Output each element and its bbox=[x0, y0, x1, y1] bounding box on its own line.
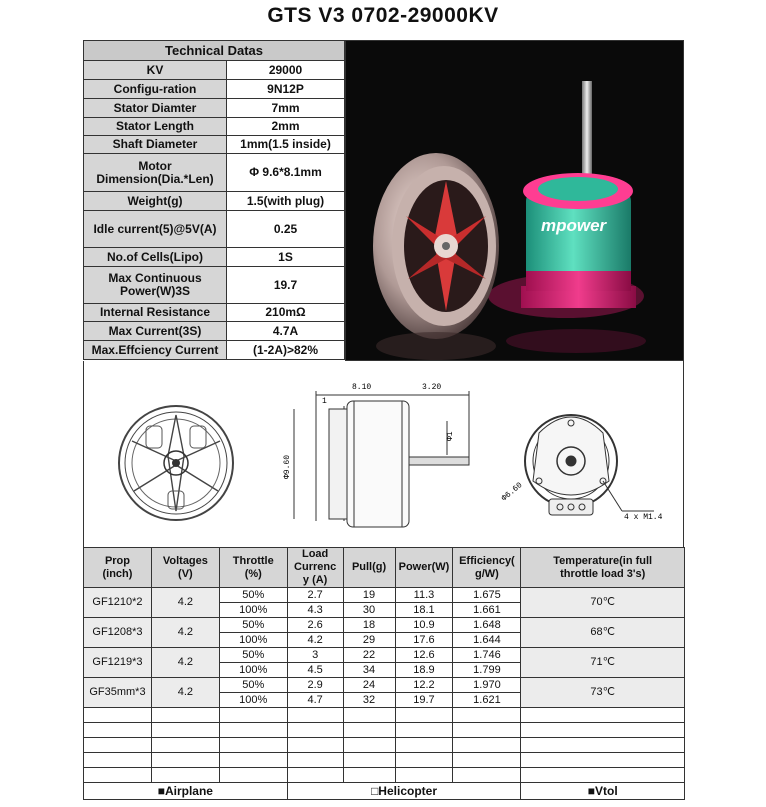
blank-cell bbox=[151, 738, 219, 753]
blank-cell bbox=[343, 753, 395, 768]
col-header-power: Power(W) bbox=[395, 548, 453, 588]
blank-cell bbox=[395, 768, 453, 783]
efficiency-cell: 1.799 bbox=[453, 663, 521, 678]
motor-photo-illustration bbox=[346, 41, 684, 361]
blank-cell bbox=[395, 753, 453, 768]
blank-cell bbox=[219, 708, 287, 723]
prop-cell: GF1208*3 bbox=[84, 618, 152, 648]
current-cell: 4.2 bbox=[287, 633, 343, 648]
blank-cell bbox=[395, 723, 453, 738]
power-cell: 17.6 bbox=[395, 633, 453, 648]
spec-value: 0.25 bbox=[227, 211, 345, 248]
current-cell: 4.7 bbox=[287, 693, 343, 708]
side-view bbox=[294, 391, 469, 527]
blank-cell bbox=[521, 768, 685, 783]
dimension-drawing bbox=[83, 361, 684, 548]
spec-label: Stator Diamter bbox=[84, 99, 227, 118]
spec-table bbox=[83, 40, 345, 360]
power-cell: 19.7 bbox=[395, 693, 453, 708]
spec-label: Max.Effciency Current bbox=[84, 341, 227, 360]
blank-cell bbox=[219, 723, 287, 738]
col-header-temperature: Temperature(in full throttle load 3's) bbox=[521, 548, 685, 588]
voltage-cell: 4.2 bbox=[151, 678, 219, 708]
blank-cell bbox=[395, 738, 453, 753]
spec-value: 2mm bbox=[227, 118, 345, 136]
blank-cell bbox=[287, 738, 343, 753]
blank-cell bbox=[219, 738, 287, 753]
front-view bbox=[119, 406, 233, 520]
spec-label: Shaft Diameter bbox=[84, 136, 227, 154]
performance-table bbox=[83, 547, 685, 800]
spec-label: Idle current(5)@5V(A) bbox=[84, 211, 227, 248]
col-header-prop: Prop (inch) bbox=[84, 548, 152, 588]
voltage-cell: 4.2 bbox=[151, 648, 219, 678]
col-header-voltage: Voltages (V) bbox=[151, 548, 219, 588]
spec-label: No.of Cells(Lipo) bbox=[84, 248, 227, 267]
blank-cell bbox=[521, 738, 685, 753]
efficiency-cell: 1.746 bbox=[453, 648, 521, 663]
blank-cell bbox=[453, 723, 521, 738]
prop-cell: GF1210*2 bbox=[84, 588, 152, 618]
col-header-pull: Pull(g) bbox=[343, 548, 395, 588]
blank-cell bbox=[151, 753, 219, 768]
pull-cell: 22 bbox=[343, 648, 395, 663]
blank-cell bbox=[521, 723, 685, 738]
spec-label: KV bbox=[84, 61, 227, 80]
page-title: GTS V3 0702-29000KV bbox=[267, 4, 499, 27]
blank-cell bbox=[453, 753, 521, 768]
motor-photo bbox=[345, 40, 684, 361]
dim-diameter: Φ9.60 bbox=[283, 454, 292, 479]
spec-label: Max Current(3S) bbox=[84, 322, 227, 341]
blank-cell bbox=[219, 768, 287, 783]
spec-value: 4.7A bbox=[227, 322, 345, 341]
spec-label: Configu-ration bbox=[84, 80, 227, 99]
throttle-cell: 50% bbox=[219, 648, 287, 663]
spec-value: Φ 9.6*8.1mm bbox=[227, 154, 345, 192]
blank-cell bbox=[521, 753, 685, 768]
voltage-cell: 4.2 bbox=[151, 588, 219, 618]
pull-cell: 24 bbox=[343, 678, 395, 693]
blank-cell bbox=[453, 738, 521, 753]
throttle-cell: 100% bbox=[219, 603, 287, 618]
footer-helicopter: □Helicopter bbox=[287, 783, 521, 800]
technical-drawing bbox=[84, 361, 685, 548]
pull-cell: 19 bbox=[343, 588, 395, 603]
prop-cell: GF35mm*3 bbox=[84, 678, 152, 708]
throttle-cell: 50% bbox=[219, 588, 287, 603]
col-header-efficiency: Efficiency( g/W) bbox=[453, 548, 521, 588]
spec-table-header: Technical Datas bbox=[84, 41, 345, 61]
throttle-cell: 100% bbox=[219, 693, 287, 708]
rear-view bbox=[525, 415, 654, 515]
spec-value: (1-2A)>82% bbox=[227, 341, 345, 360]
pull-cell: 18 bbox=[343, 618, 395, 633]
footer-airplane: ■Airplane bbox=[84, 783, 288, 800]
throttle-cell: 50% bbox=[219, 678, 287, 693]
spec-label: Internal Resistance bbox=[84, 304, 227, 322]
efficiency-cell: 1.661 bbox=[453, 603, 521, 618]
blank-cell bbox=[219, 753, 287, 768]
blank-cell bbox=[151, 768, 219, 783]
dim-mount-diameter: Φ6.60 bbox=[500, 480, 525, 504]
blank-cell bbox=[395, 708, 453, 723]
spec-label: Stator Length bbox=[84, 118, 227, 136]
pull-cell: 29 bbox=[343, 633, 395, 648]
efficiency-cell: 1.648 bbox=[453, 618, 521, 633]
blank-cell bbox=[343, 723, 395, 738]
dim-screw: 4 x M1.4 bbox=[624, 513, 663, 522]
current-cell: 2.9 bbox=[287, 678, 343, 693]
spec-value: 19.7 bbox=[227, 267, 345, 304]
blank-cell bbox=[151, 723, 219, 738]
col-header-throttle: Throttle (%) bbox=[219, 548, 287, 588]
current-cell: 2.7 bbox=[287, 588, 343, 603]
temperature-cell: 68℃ bbox=[521, 618, 685, 648]
spec-value: 29000 bbox=[227, 61, 345, 80]
efficiency-cell: 1.621 bbox=[453, 693, 521, 708]
prop-cell: GF1219*3 bbox=[84, 648, 152, 678]
blank-cell bbox=[343, 708, 395, 723]
blank-cell bbox=[84, 723, 152, 738]
pull-cell: 32 bbox=[343, 693, 395, 708]
blank-cell bbox=[453, 708, 521, 723]
blank-cell bbox=[287, 753, 343, 768]
spec-label: Motor Dimension(Dia.*Len) bbox=[84, 154, 227, 192]
blank-cell bbox=[287, 723, 343, 738]
spec-label: Weight(g) bbox=[84, 192, 227, 211]
spec-value: 1.5(with plug) bbox=[227, 192, 345, 211]
efficiency-cell: 1.644 bbox=[453, 633, 521, 648]
brand-label: mpower bbox=[541, 216, 607, 235]
current-cell: 3 bbox=[287, 648, 343, 663]
throttle-cell: 50% bbox=[219, 618, 287, 633]
current-cell: 2.6 bbox=[287, 618, 343, 633]
blank-cell bbox=[287, 708, 343, 723]
dim-length: 8.10 bbox=[352, 383, 372, 392]
pull-cell: 30 bbox=[343, 603, 395, 618]
current-cell: 4.5 bbox=[287, 663, 343, 678]
temperature-cell: 71℃ bbox=[521, 648, 685, 678]
spec-label: Max Continuous Power(W)3S bbox=[84, 267, 227, 304]
power-cell: 12.6 bbox=[395, 648, 453, 663]
throttle-cell: 100% bbox=[219, 663, 287, 678]
power-cell: 12.2 bbox=[395, 678, 453, 693]
blank-cell bbox=[343, 738, 395, 753]
power-cell: 18.9 bbox=[395, 663, 453, 678]
blank-cell bbox=[84, 738, 152, 753]
efficiency-cell: 1.675 bbox=[453, 588, 521, 603]
blank-cell bbox=[84, 753, 152, 768]
power-cell: 18.1 bbox=[395, 603, 453, 618]
blank-cell bbox=[287, 768, 343, 783]
temperature-cell: 73℃ bbox=[521, 678, 685, 708]
efficiency-cell: 1.970 bbox=[453, 678, 521, 693]
blank-cell bbox=[84, 768, 152, 783]
spec-value: 1mm(1.5 inside) bbox=[227, 136, 345, 154]
blank-cell bbox=[84, 708, 152, 723]
voltage-cell: 4.2 bbox=[151, 618, 219, 648]
footer-vtol: ■Vtol bbox=[521, 783, 685, 800]
spec-value: 7mm bbox=[227, 99, 345, 118]
dim-shaft-length: 3.20 bbox=[422, 383, 442, 392]
blank-cell bbox=[521, 708, 685, 723]
blank-cell bbox=[343, 768, 395, 783]
dim-flange: 1 bbox=[322, 397, 327, 406]
dim-shaft-diameter: Φ1 bbox=[446, 431, 455, 441]
current-cell: 4.3 bbox=[287, 603, 343, 618]
power-cell: 11.3 bbox=[395, 588, 453, 603]
throttle-cell: 100% bbox=[219, 633, 287, 648]
blank-cell bbox=[151, 708, 219, 723]
pull-cell: 34 bbox=[343, 663, 395, 678]
blank-cell bbox=[453, 768, 521, 783]
power-cell: 10.9 bbox=[395, 618, 453, 633]
spec-value: 1S bbox=[227, 248, 345, 267]
spec-value: 210mΩ bbox=[227, 304, 345, 322]
spec-value: 9N12P bbox=[227, 80, 345, 99]
temperature-cell: 70℃ bbox=[521, 588, 685, 618]
col-header-current: Load Currenc y (A) bbox=[287, 548, 343, 588]
